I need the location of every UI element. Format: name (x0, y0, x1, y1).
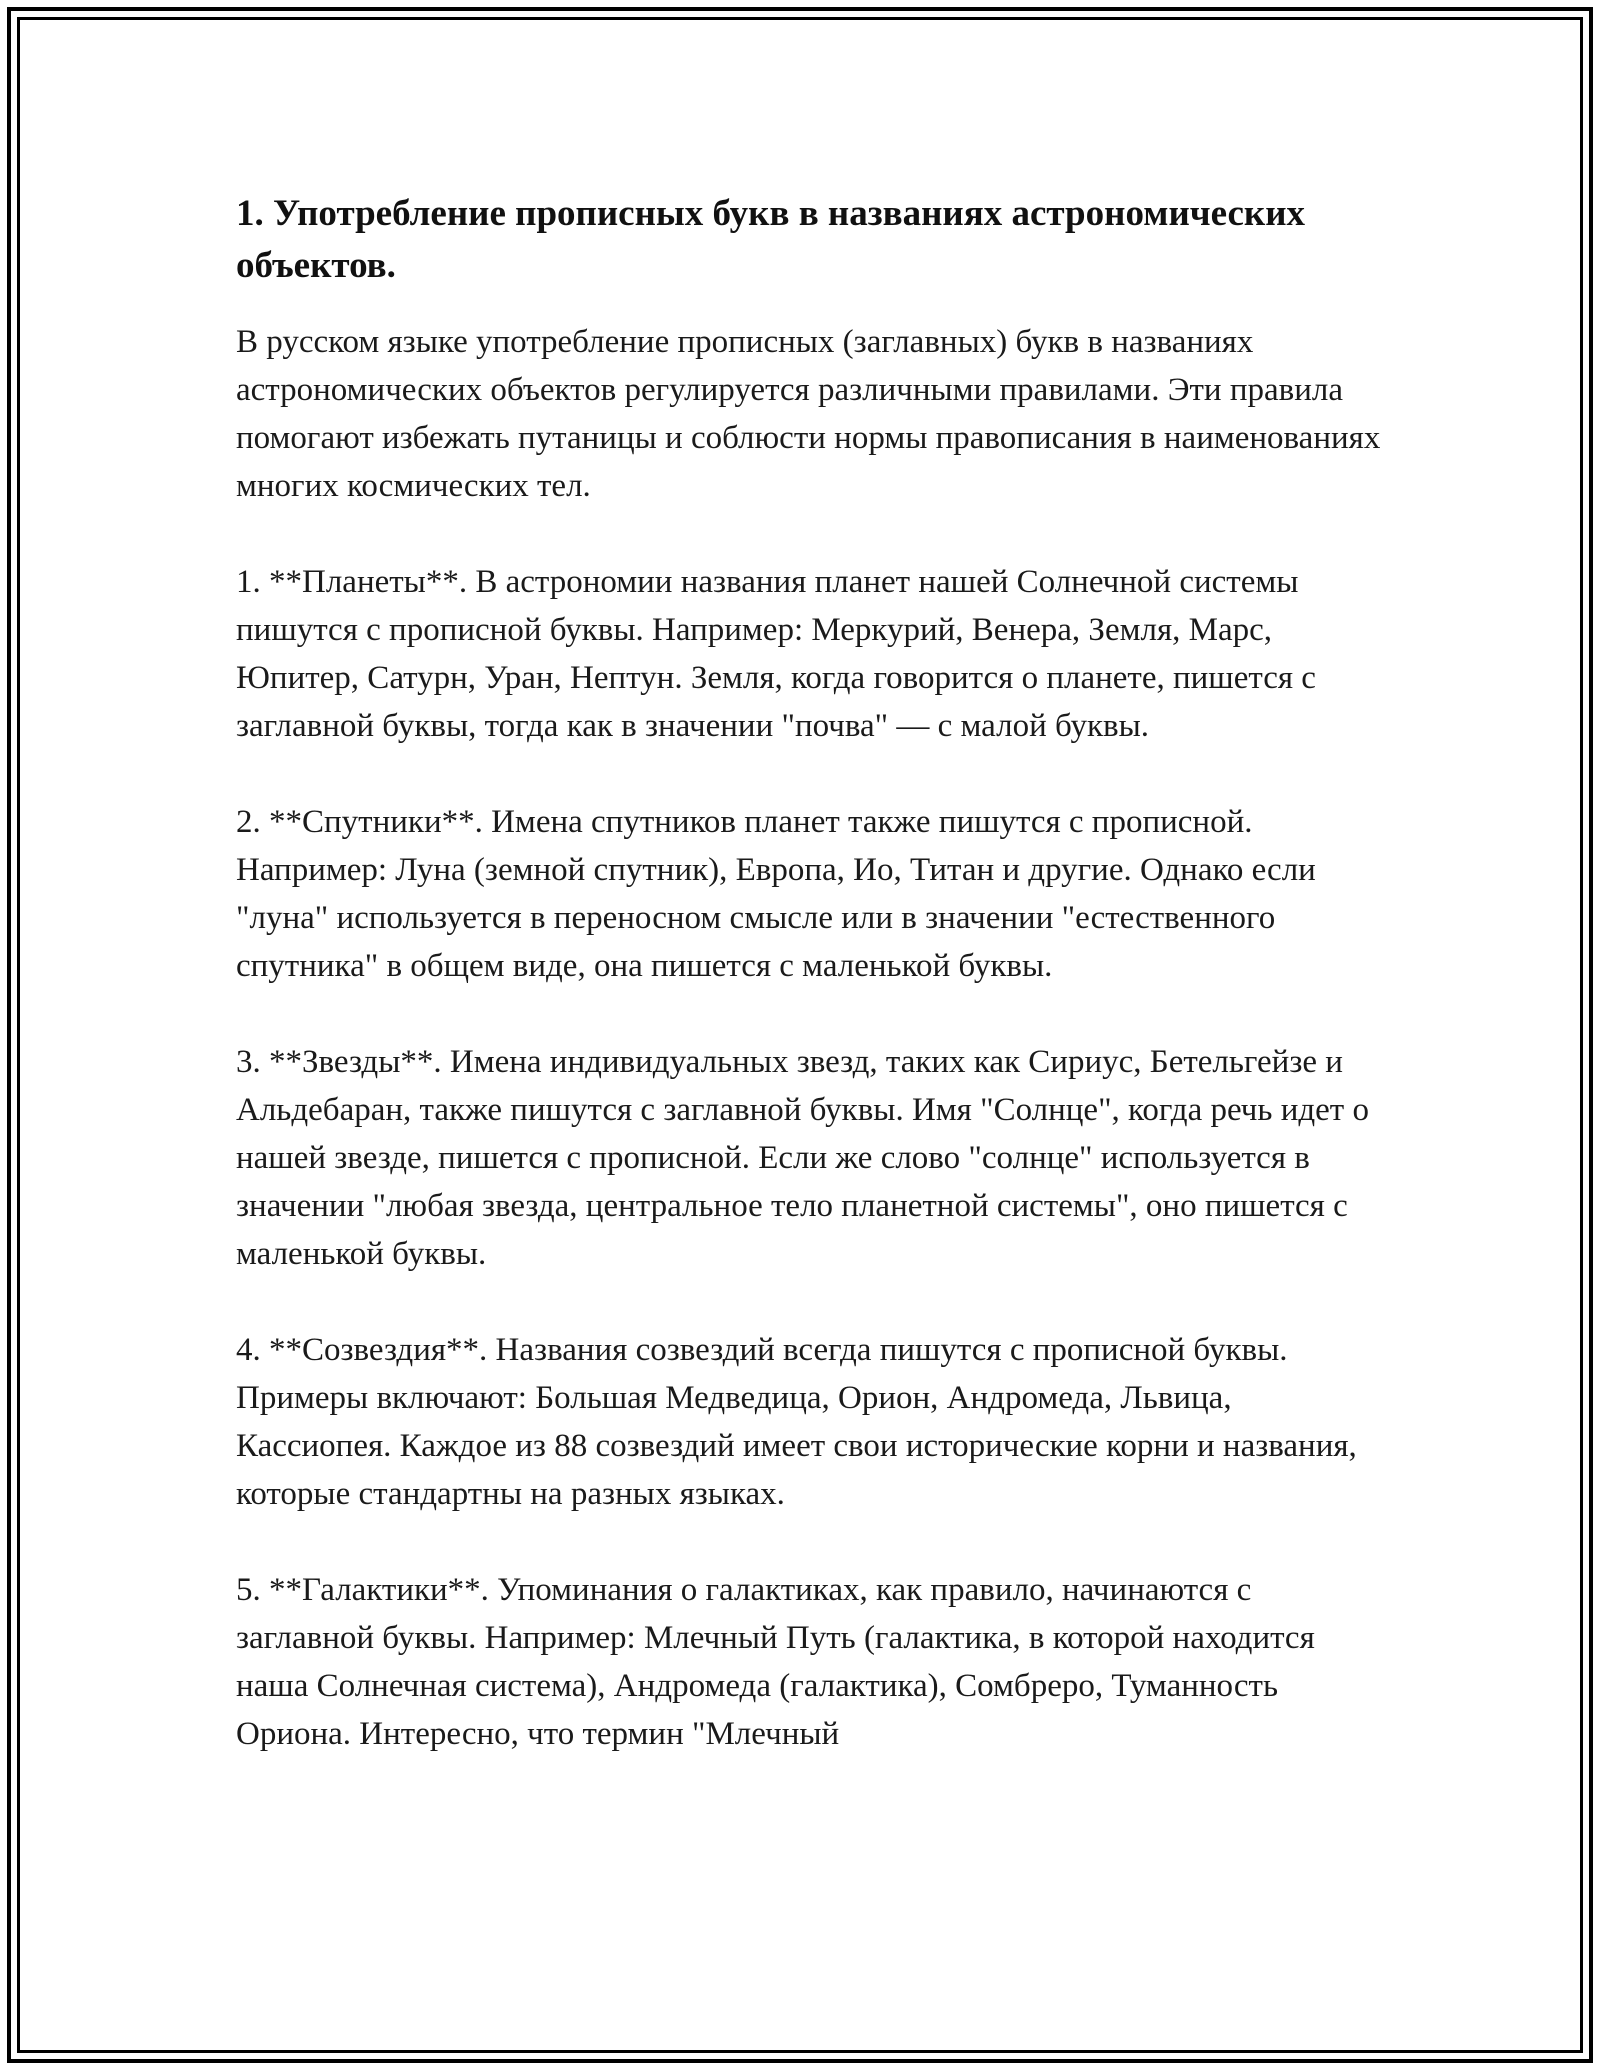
document-body (236, 188, 1386, 1806)
paragraph-planets: 1. **Планеты**. В астрономии названия планет нашей Солнечной системы пишутся с прописной буквы. Например: Меркурий, Венера, Земля, Марс, Юпитер, Сатурн, Уран, Нептун. Земля, когда говорится о планете, пишется с заглавной буквы, тогда как в значении "почва" — с малой буквы. (236, 564, 1316, 744)
paragraph-satellites: 2. **Спутники**. Имена спутников планет также пишутся с прописной. Например: Луна (земной спутник), Европа, Ио, Титан и другие. Однако если "луна" используется в переносном смысле или в значении "естественного спутника" в общем виде, она пишется с маленькой буквы. (236, 804, 1316, 984)
document-title: 1. Употребление прописных букв в названиях астрономических объектов. (236, 193, 1306, 286)
paragraph-galaxies: 5. **Галактики**. Упоминания о галактиках, как правило, начинаются с заглавной буквы. Например: Млечный Путь (галактика, в которой находится наша Солнечная система), Андромеда (галактика), Сомбреро, Туманность Ориона. Интересно, что термин "Млечный (236, 1572, 1315, 1752)
paragraph-stars: 3. **Звезды**. Имена индивидуальных звезд, таких как Сириус, Бетельгейзе и Альдебаран, также пишутся с заглавной буквы. Имя "Солнце", когда речь идет о нашей звезде, пишется с прописной. Если же слово "солнце" используется в значении "любая звезда, центральное тело планетной системы", оно пишется с маленькой буквы. (236, 1044, 1369, 1272)
paragraph-intro: В русском языке употребление прописных (заглавных) букв в названиях астрономических объектов регулируется различными правилами. Эти правила помогают избежать путаницы и соблюсти нормы правописания в наименованиях многих космических тел. (236, 324, 1381, 504)
paragraph-constellations: 4. **Созвездия**. Названия созвездий всегда пишутся с прописной буквы. Примеры включают: Большая Медведица, Орион, Андромеда, Львица, Кассиопея. Каждое из 88 созвездий имеет свои исторические корни и названия, которые стандартны на разных языках. (236, 1332, 1357, 1512)
